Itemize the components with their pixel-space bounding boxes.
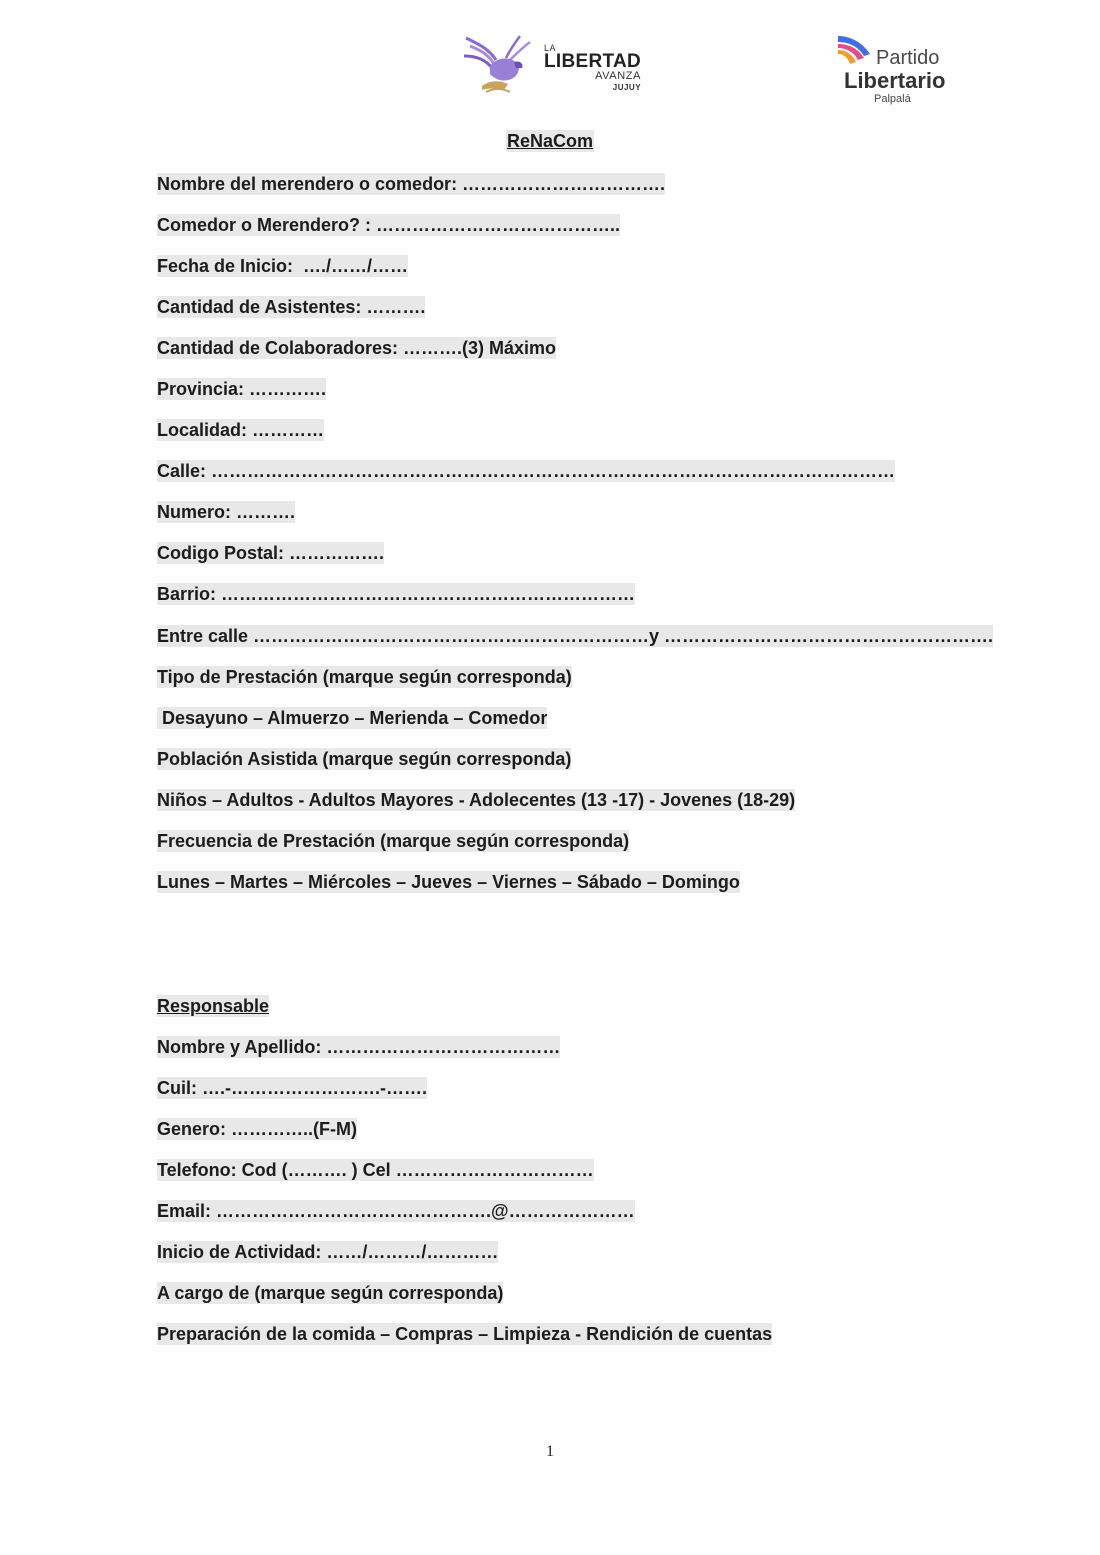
field-tipo-prestacion-label: Tipo de Prestación (marque según corresponda) (157, 667, 572, 687)
field-poblacion-asistida-options: Niños – Adultos - Adultos Mayores - Adolecentes (13 -17) - Jovenes (18-29) (157, 790, 796, 810)
field-cantidad-asistentes: Cantidad de Asistentes: ………. (157, 297, 426, 317)
field-nombre-apellido: Nombre y Apellido: ………………………………… (157, 1037, 561, 1057)
logo-partido-text: Partido (876, 47, 940, 69)
field-inicio-actividad: Inicio de Actividad: ……/………/………… (157, 1242, 499, 1262)
field-codigo-postal: Codigo Postal: ……………. (157, 543, 384, 563)
field-telefono: Telefono: Cod (………. ) Cel …………………………… (157, 1160, 594, 1180)
field-fecha-inicio: Fecha de Inicio: …./……/…… (157, 256, 409, 276)
responsable-heading: Responsable (157, 996, 270, 1016)
logo-libertario-text: Libertario (844, 68, 946, 93)
field-frecuencia-label: Frecuencia de Prestación (marque según corresponda) (157, 831, 630, 851)
field-nombre-merendero: Nombre del merendero o comedor: ……………………………. (157, 174, 666, 194)
la-libertad-avanza-logo (460, 30, 645, 105)
partido-libertario-logo (836, 32, 956, 107)
field-entre-calle: Entre calle …………………………………………………………y ………………………………………………. (157, 626, 994, 646)
field-email: Email: ……………………………………….@………………… (157, 1201, 635, 1221)
eagle-icon (460, 30, 540, 98)
field-numero: Numero: ………. (157, 502, 296, 522)
page-number: 1 (546, 1443, 554, 1460)
document-title: ReNaCom (506, 131, 594, 151)
field-calle: Calle: …………………………………………………………………………………………………… (157, 461, 896, 481)
field-cuil: Cuil: ….-…………………….-……. (157, 1078, 427, 1098)
logo-avanza-text: AVANZA (595, 70, 642, 82)
field-a-cargo-label: A cargo de (marque según corresponda) (157, 1283, 504, 1303)
field-a-cargo-options: Preparación de la comida – Compras – Limpieza - Rendición de cuentas (157, 1324, 773, 1344)
party-mark-icon (836, 32, 874, 68)
field-provincia: Provincia: …………. (157, 379, 327, 399)
field-localidad: Localidad: ………… (157, 420, 325, 440)
field-tipo-prestacion-options: Desayuno – Almuerzo – Merienda – Comedor (157, 708, 548, 728)
field-cantidad-colaboradores: Cantidad de Colaboradores: ……….(3) Máximo (157, 338, 557, 358)
logo-palpala-text: Palpalá (874, 93, 911, 105)
logo-jujuy-text: JUJUY (612, 83, 642, 92)
logo-la-text: LA (544, 43, 557, 53)
logo-libertad-text: LIBERTAD (544, 51, 642, 72)
field-comedor-merendero: Comedor o Merendero? : ………………………………….. (157, 215, 621, 235)
field-genero: Genero: …………..(F-M) (157, 1119, 357, 1139)
field-frecuencia-options: Lunes – Martes – Miércoles – Jueves – Viernes – Sábado – Domingo (157, 872, 740, 892)
field-poblacion-asistida-label: Población Asistida (marque según corresponda) (157, 749, 572, 769)
field-barrio: Barrio: …………………………………………………………… (157, 584, 636, 604)
